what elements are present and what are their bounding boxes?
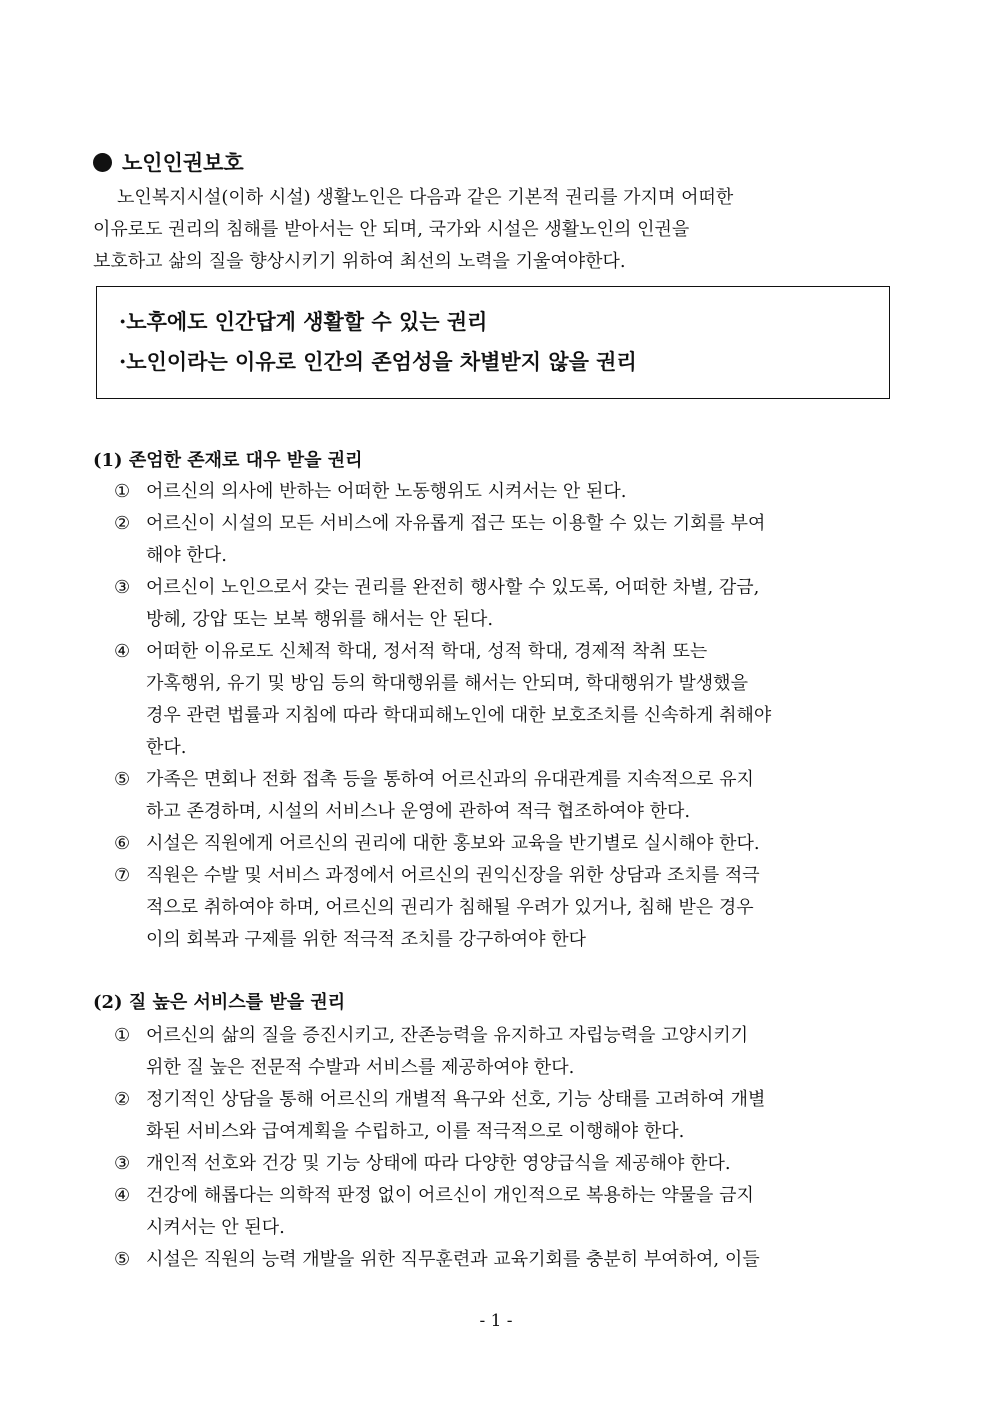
item-line: 어르신이 노인으로서 갖는 권리를 완전히 행사할 수 있도록, 어떠한 차별, 감금, <box>146 577 760 598</box>
list-item <box>114 1180 904 1244</box>
item-line: 화된 서비스와 급여계획을 수립하고, 이를 적극적으로 이행해야 한다. <box>146 1121 685 1142</box>
item-line: 시켜서는 안 된다. <box>146 1217 285 1238</box>
item-number: ② <box>114 513 131 534</box>
intro-line: 이유로도 권리의 침해를 받아서는 안 되며, 국가와 시설은 생활노인의 인권을 <box>93 219 690 240</box>
section-items <box>114 476 904 956</box>
item-line: 직원은 수발 및 서비스 과정에서 어르신의 권익신장을 위한 상담과 조치를 적극 <box>146 865 760 886</box>
item-line: 방헤, 강압 또는 보복 행위를 해서는 안 된다. <box>146 609 494 630</box>
list-item <box>114 476 904 508</box>
rights-summary-box <box>96 286 890 399</box>
box-line: ·노후에도 인간답게 생활할 수 있는 권리 <box>119 309 488 334</box>
section-heading <box>93 148 244 178</box>
item-line: 해야 한다. <box>146 545 227 566</box>
item-number: ③ <box>114 1153 131 1174</box>
item-line: 시설은 직원에게 어르신의 권리에 대한 홍보와 교육을 반기별로 실시해야 한다. <box>146 833 760 854</box>
item-line: 경우 관련 법률과 지침에 따라 학대피해노인에 대한 보호조치를 신속하게 취해야 <box>146 705 772 726</box>
item-line: 가혹행위, 유기 및 방임 등의 학대행위를 해서는 안되며, 학대행위가 발생했을 <box>146 673 748 694</box>
section-items <box>114 1020 904 1276</box>
intro-line: 노인복지시설(이하 시설) 생활노인은 다음과 같은 기본적 권리를 가지며 어떠한 <box>117 187 734 208</box>
item-number: ② <box>114 1089 131 1110</box>
item-line: 어르신의 의사에 반하는 어떠한 노동행위도 시켜서는 안 된다. <box>146 481 627 502</box>
list-item <box>114 1148 904 1180</box>
page-number: - 1 - <box>479 1311 513 1331</box>
item-line: 위한 질 높은 전문적 수발과 서비스를 제공하여야 한다. <box>146 1057 575 1078</box>
item-number: ① <box>114 481 131 502</box>
list-item <box>114 828 904 860</box>
item-number: ⑤ <box>114 769 131 790</box>
section-title: (2) 질 높은 서비스를 받을 권리 <box>93 992 346 1013</box>
item-line: 어떠한 이유로도 신체적 학대, 정서적 학대, 성적 학대, 경제적 착취 또는 <box>146 641 708 662</box>
item-number: ④ <box>114 641 131 662</box>
intro-paragraph <box>93 182 893 278</box>
list-item <box>114 508 904 572</box>
item-line: 한다. <box>146 737 187 758</box>
heading-text: 노인인권보호 <box>122 150 244 175</box>
list-item <box>114 1020 904 1084</box>
box-line: ·노인이라는 이유로 인간의 존엄성을 차별받지 않을 권리 <box>119 349 637 374</box>
filled-circle-bullet-icon <box>93 153 112 172</box>
item-line: 적으로 취하여야 하며, 어르신의 권리가 침해될 우려가 있거나, 침해 받은 경우 <box>146 897 754 918</box>
item-number: ⑦ <box>114 865 131 886</box>
item-line: 하고 존경하며, 시설의 서비스나 운영에 관하여 적극 협조하여야 한다. <box>146 801 691 822</box>
list-item <box>114 764 904 828</box>
item-number: ⑤ <box>114 1249 131 1270</box>
item-line: 어르신이 시설의 모든 서비스에 자유롭게 접근 또는 이용할 수 있는 기회를 부여 <box>146 513 766 534</box>
item-number: ① <box>114 1025 131 1046</box>
section-title: (1) 존엄한 존재로 대우 받을 권리 <box>93 450 363 471</box>
item-line: 가족은 면회나 전화 접촉 등을 통하여 어르신과의 유대관계를 지속적으로 유지 <box>146 769 754 790</box>
item-line: 이의 회복과 구제를 위한 적극적 조치를 강구하여야 한다 <box>146 929 586 950</box>
item-line: 개인적 선호와 건강 및 기능 상태에 따라 다양한 영양급식을 제공해야 한다. <box>146 1153 731 1174</box>
item-number: ⑥ <box>114 833 131 854</box>
item-line: 시설은 직원의 능력 개발을 위한 직무훈련과 교육기회를 충분히 부여하여, 이들 <box>146 1249 760 1270</box>
item-line: 정기적인 상담을 통해 어르신의 개별적 욕구와 선호, 기능 상태를 고려하여 개별 <box>146 1089 766 1110</box>
intro-line: 보호하고 삶의 질을 향상시키기 위하여 최선의 노력을 기울여야한다. <box>93 251 626 272</box>
item-number: ④ <box>114 1185 131 1206</box>
list-item <box>114 860 904 956</box>
list-item <box>114 636 904 764</box>
list-item <box>114 1244 904 1276</box>
list-item <box>114 572 904 636</box>
item-line: 어르신의 삶의 질을 증진시키고, 잔존능력을 유지하고 자립능력을 고양시키기 <box>146 1025 749 1046</box>
list-item <box>114 1084 904 1148</box>
item-line: 건강에 해롭다는 의학적 판정 없이 어르신이 개인적으로 복용하는 약물을 금지 <box>146 1185 754 1206</box>
item-number: ③ <box>114 577 131 598</box>
